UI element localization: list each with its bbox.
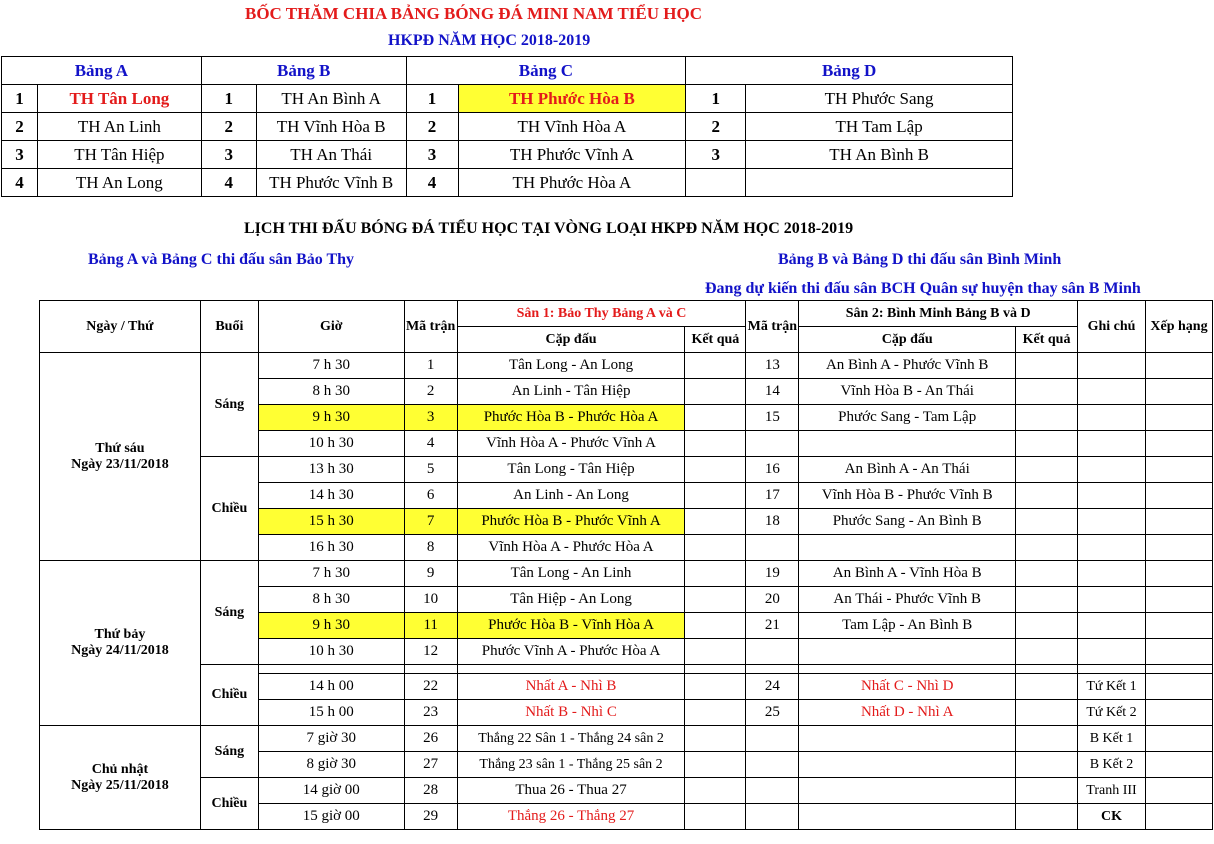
venue-note: Đang dự kiến thi đấu sân BCH Quân sự huyện thay sân B Minh [705,280,1141,297]
result-2 [1016,613,1078,639]
group-a-num: 4 [2,169,38,197]
pair-2 [799,535,1016,561]
note-cell: Tranh III [1078,778,1146,804]
header-result-1: Kết quả [685,327,746,353]
group-d-team: TH Tam Lập [746,113,1013,141]
pair-1: Thua 26 - Thua 27 [457,778,685,804]
result-1 [685,535,746,561]
rank-cell [1145,353,1212,379]
group-b-team: TH Phước Vĩnh B [256,169,406,197]
result-1 [685,674,746,700]
note-cell [1078,665,1146,674]
draw-subtitle: HKPĐ NĂM HỌC 2018-2019 [388,32,591,49]
result-2 [1016,587,1078,613]
match-no-2: 15 [746,405,799,431]
group-d-team: TH An Bình B [746,141,1013,169]
result-1 [685,700,746,726]
match-no-1: 2 [404,379,457,405]
result-2 [1016,405,1078,431]
rank-cell [1145,379,1212,405]
match-no-1: 9 [404,561,457,587]
match-no-2 [746,665,799,674]
result-1 [685,778,746,804]
time-cell: 13 h 30 [258,457,404,483]
day-cell [40,561,201,726]
match-no-1 [404,665,457,674]
group-d-num: 3 [686,141,746,169]
rank-cell [1145,665,1212,674]
pair-1: Phước Hòa B - Vĩnh Hòa A [457,613,685,639]
match-no-2 [746,752,799,778]
match-no-1: 22 [404,674,457,700]
pair-1: An Linh - An Long [457,483,685,509]
match-no-2: 20 [746,587,799,613]
schedule-table [39,300,1213,830]
note-cell [1078,509,1146,535]
match-no-1: 26 [404,726,457,752]
match-no-2: 24 [746,674,799,700]
day-name: Chủ nhật [91,761,149,777]
session-cell: Chiều [200,457,258,561]
group-c-team: TH Phước Vĩnh A [458,141,686,169]
day-date: Ngày 24/11/2018 [71,643,169,658]
rank-cell [1145,726,1212,752]
match-no-2: 25 [746,700,799,726]
result-1 [685,431,746,457]
result-2 [1016,509,1078,535]
note-cell [1078,639,1146,665]
group-d-num: 2 [686,113,746,141]
pair-1: Nhất A - Nhì B [457,674,685,700]
match-no-2 [746,639,799,665]
group-b-num: 3 [201,141,256,169]
pair-1: Phước Vĩnh A - Phước Hòa A [457,639,685,665]
match-no-2: 17 [746,483,799,509]
group-c-team: TH Vĩnh Hòa A [458,113,686,141]
header-time: Giờ [258,301,404,353]
match-no-2: 18 [746,509,799,535]
venue-left: Bảng A và Bảng C thi đấu sân Bảo Thy [88,251,355,268]
header-day: Ngày / Thứ [40,301,201,353]
match-no-1: 28 [404,778,457,804]
pair-2: An Bình A - Vĩnh Hòa B [799,561,1016,587]
match-no-2 [746,778,799,804]
rank-cell [1145,561,1212,587]
pair-1: Nhất B - Nhì C [457,700,685,726]
pair-1: Vĩnh Hòa A - Phước Vĩnh A [457,431,685,457]
day-date: Ngày 23/11/2018 [71,456,169,472]
header-match-no-2: Mã trận [746,301,799,353]
match-no-2 [746,804,799,830]
result-1 [685,804,746,830]
group-a-team: TH Tân Hiệp [37,141,201,169]
result-2 [1016,674,1078,700]
rank-cell [1145,804,1212,830]
pair-2 [799,726,1016,752]
result-2 [1016,483,1078,509]
result-2 [1016,353,1078,379]
pair-1: Tân Long - An Linh [457,561,685,587]
group-d-team: TH Phước Sang [746,85,1013,113]
pair-2 [799,639,1016,665]
note-cell [1078,431,1146,457]
result-1 [685,509,746,535]
match-no-2: 13 [746,353,799,379]
note-cell [1078,483,1146,509]
pair-2: Nhất D - Nhì A [799,700,1016,726]
group-a-team: TH An Long [37,169,201,197]
match-no-2 [746,726,799,752]
pair-2 [799,804,1016,830]
time-cell: 14 giờ 00 [258,778,404,804]
time-cell: 14 h 30 [258,483,404,509]
pair-1: Vĩnh Hòa A - Phước Hòa A [457,535,685,561]
session-cell: Chiều [200,778,258,830]
result-2 [1016,700,1078,726]
rank-cell [1145,405,1212,431]
rank-cell [1145,483,1212,509]
rank-cell [1145,674,1212,700]
pair-2: An Bình A - An Thái [799,457,1016,483]
group-d-num [686,169,746,197]
pair-2 [799,778,1016,804]
rank-cell [1145,587,1212,613]
time-cell: 8 giờ 30 [258,752,404,778]
result-1 [685,665,746,674]
result-2 [1016,804,1078,830]
note-cell [1078,535,1146,561]
day-cell [40,353,201,561]
group-b-team: TH Vĩnh Hòa B [256,113,406,141]
result-1 [685,457,746,483]
groups-row [2,113,1013,141]
pair-2: An Thái - Phước Vĩnh B [799,587,1016,613]
group-c-team: TH Phước Hòa A [458,169,686,197]
pair-2: Nhất C - Nhì D [799,674,1016,700]
session-cell: Sáng [200,353,258,457]
pair-1: Phước Hòa B - Phước Hòa A [457,405,685,431]
result-1 [685,405,746,431]
pair-1: Thắng 26 - Thắng 27 [457,804,685,830]
result-1 [685,726,746,752]
time-cell: 15 giờ 00 [258,804,404,830]
rank-cell [1145,778,1212,804]
result-1 [685,483,746,509]
result-1 [685,587,746,613]
match-no-1: 27 [404,752,457,778]
pair-1: Tân Long - Tân Hiệp [457,457,685,483]
result-2 [1016,379,1078,405]
match-no-1: 7 [404,509,457,535]
rank-cell [1145,639,1212,665]
header-result-2: Kết quả [1016,327,1078,353]
pair-1: Thắng 23 sân 1 - Thắng 25 sân 2 [457,752,685,778]
day-name: Thứ bảy [94,627,146,642]
match-no-2: 21 [746,613,799,639]
group-a-header: Bảng A [2,57,202,85]
match-no-2 [746,535,799,561]
schedule-row [40,726,1213,752]
note-cell [1078,353,1146,379]
time-cell: 10 h 30 [258,639,404,665]
day-cell [40,726,201,830]
match-no-1: 5 [404,457,457,483]
result-1 [685,561,746,587]
group-a-num: 2 [2,113,38,141]
groups-row [2,169,1013,197]
match-no-1: 11 [404,613,457,639]
result-1 [685,613,746,639]
time-cell: 9 h 30 [258,613,404,639]
pair-2: Tam Lập - An Bình B [799,613,1016,639]
result-1 [685,639,746,665]
rank-cell [1145,457,1212,483]
result-2 [1016,561,1078,587]
pair-2: Phước Sang - Tam Lập [799,405,1016,431]
header-pair-1: Cặp đấu [457,327,685,353]
day-date: Ngày 25/11/2018 [71,777,169,793]
group-b-num: 4 [201,169,256,197]
note-cell [1078,379,1146,405]
time-cell [258,665,404,674]
groups-row [2,141,1013,169]
group-a-num: 1 [2,85,38,113]
pair-2: Vĩnh Hòa B - Phước Vĩnh B [799,483,1016,509]
groups-row [2,85,1013,113]
pair-1: Tân Hiệp - An Long [457,587,685,613]
time-cell: 9 h 30 [258,405,404,431]
result-1 [685,353,746,379]
rank-cell [1145,752,1212,778]
result-2 [1016,665,1078,674]
session-cell: Chiều [200,665,258,726]
time-cell: 8 h 30 [258,587,404,613]
rank-cell [1145,509,1212,535]
header-rank: Xếp hạng [1145,301,1212,353]
schedule-row [40,457,1213,483]
time-cell: 7 giờ 30 [258,726,404,752]
group-a-num: 3 [2,141,38,169]
group-d-header: Bảng D [686,57,1013,85]
venue-right: Bảng B và Bảng D thi đấu sân Bình Minh [778,251,1062,268]
result-1 [685,379,746,405]
match-no-1: 10 [404,587,457,613]
group-c-team: TH Phước Hòa B [458,85,686,113]
result-2 [1016,726,1078,752]
group-b-num: 1 [201,85,256,113]
header-pair-2: Cặp đấu [799,327,1016,353]
pair-2: Vĩnh Hòa B - An Thái [799,379,1016,405]
match-no-2: 16 [746,457,799,483]
match-no-1: 29 [404,804,457,830]
group-b-team: TH An Bình A [256,85,406,113]
note-cell [1078,457,1146,483]
session-cell: Sáng [200,561,258,665]
time-cell: 15 h 00 [258,700,404,726]
pair-1: Thắng 22 Sân 1 - Thắng 24 sân 2 [457,726,685,752]
pair-2 [799,665,1016,674]
group-c-num: 1 [406,85,458,113]
match-no-1: 4 [404,431,457,457]
match-no-2 [746,431,799,457]
header-match-no: Mã trận [404,301,457,353]
group-c-num: 4 [406,169,458,197]
result-2 [1016,431,1078,457]
rank-cell [1145,431,1212,457]
group-a-team: TH An Linh [37,113,201,141]
schedule-row [40,778,1213,804]
note-cell [1078,561,1146,587]
pair-2: An Bình A - Phước Vĩnh B [799,353,1016,379]
rank-cell [1145,535,1212,561]
rank-cell [1145,613,1212,639]
rank-cell [1145,700,1212,726]
schedule-title: LỊCH THI ĐẤU BÓNG ĐÁ TIỂU HỌC TẠI VÒNG LOẠI HKPĐ NĂM HỌC 2018-2019 [244,220,854,237]
match-no-1: 6 [404,483,457,509]
session-cell: Sáng [200,726,258,778]
draw-title: BỐC THĂM CHIA BẢNG BÓNG ĐÁ MINI NAM TIỂU HỌC [245,4,702,23]
match-no-1: 3 [404,405,457,431]
note-cell [1078,587,1146,613]
pair-2 [799,431,1016,457]
result-2 [1016,535,1078,561]
time-cell: 7 h 30 [258,561,404,587]
groups-table [1,56,1013,197]
pair-1: Tân Long - An Long [457,353,685,379]
match-no-1: 8 [404,535,457,561]
note-cell [1078,613,1146,639]
group-b-header: Bảng B [201,57,406,85]
time-cell: 16 h 30 [258,535,404,561]
pair-2 [799,752,1016,778]
header-session: Buổi [200,301,258,353]
time-cell: 10 h 30 [258,431,404,457]
result-2 [1016,457,1078,483]
note-cell: Tứ Kết 2 [1078,700,1146,726]
result-1 [685,752,746,778]
note-cell [1078,405,1146,431]
pair-1: An Linh - Tân Hiệp [457,379,685,405]
schedule-row [40,665,1213,674]
match-no-1: 23 [404,700,457,726]
result-2 [1016,752,1078,778]
day-name: Thứ sáu [95,440,145,456]
group-b-team: TH An Thái [256,141,406,169]
pair-1 [457,665,685,674]
header-field-1: Sân 1: Bảo Thy Bảng A và C [457,301,746,327]
group-d-team [746,169,1013,197]
header-note: Ghi chú [1078,301,1146,353]
group-c-header: Bảng C [406,57,686,85]
note-cell: B Kết 1 [1078,726,1146,752]
result-2 [1016,639,1078,665]
note-cell: Tứ Kết 1 [1078,674,1146,700]
match-no-2: 14 [746,379,799,405]
time-cell: 7 h 30 [258,353,404,379]
result-2 [1016,778,1078,804]
time-cell: 8 h 30 [258,379,404,405]
time-cell: 14 h 00 [258,674,404,700]
group-c-num: 3 [406,141,458,169]
group-b-num: 2 [201,113,256,141]
time-cell: 15 h 30 [258,509,404,535]
group-c-num: 2 [406,113,458,141]
pair-2: Phước Sang - An Bình B [799,509,1016,535]
match-no-1: 12 [404,639,457,665]
note-cell: B Kết 2 [1078,752,1146,778]
schedule-row [40,561,1213,587]
match-no-1: 1 [404,353,457,379]
pair-1: Phước Hòa B - Phước Vĩnh A [457,509,685,535]
schedule-row [40,353,1213,379]
header-field-2: Sân 2: Bình Minh Bảng B và D [799,301,1078,327]
group-d-num: 1 [686,85,746,113]
match-no-2: 19 [746,561,799,587]
note-cell: CK [1078,804,1146,830]
group-a-team: TH Tân Long [37,85,201,113]
